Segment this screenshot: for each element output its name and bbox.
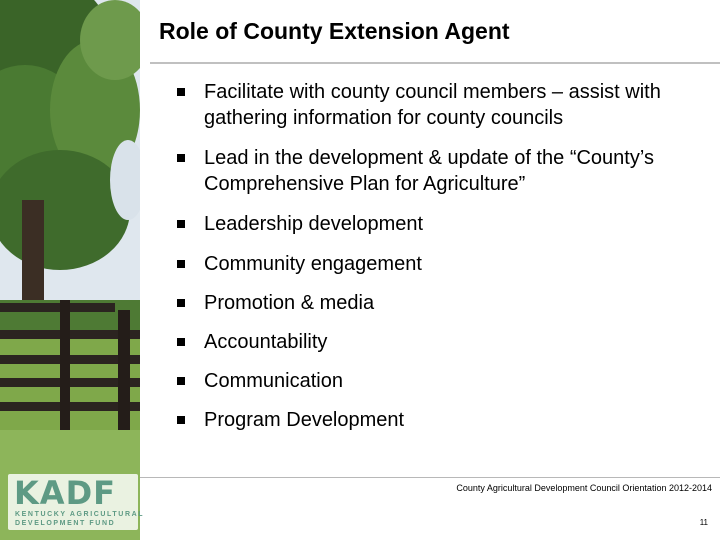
logo-subtitle-line2: DEVELOPMENT FUND <box>15 520 116 527</box>
content-panel <box>140 64 720 476</box>
square-bullet-icon <box>177 416 185 424</box>
bullet-text: Leadership development <box>204 213 424 235</box>
title-bar <box>140 0 720 66</box>
footer-divider <box>140 477 720 478</box>
footer-caption: County Agricultural Development Council Orientation 2012-2014 <box>456 483 712 493</box>
bullet-item <box>177 211 707 237</box>
bullet-item <box>177 329 707 355</box>
bullet-item <box>177 290 707 316</box>
square-bullet-icon <box>177 377 185 385</box>
bullet-text: Lead in the development & update of the “County’s Comprehensive Plan for Agriculture” <box>204 147 654 195</box>
square-bullet-icon <box>177 88 185 96</box>
bullet-text: Communication <box>204 370 343 392</box>
logo-subtitle-line1: KENTUCKY AGRICULTURAL <box>15 511 145 518</box>
logo-wordmark: KADF <box>14 474 116 512</box>
bullet-item <box>177 251 707 277</box>
bullet-item <box>177 79 707 131</box>
kadf-logo <box>8 474 145 530</box>
square-bullet-icon <box>177 299 185 307</box>
square-bullet-icon <box>177 154 185 162</box>
slide-title: Role of County Extension Agent <box>159 18 510 44</box>
bullet-text: Community engagement <box>204 253 422 275</box>
square-bullet-icon <box>177 260 185 268</box>
bullet-text: Program Development <box>204 409 405 431</box>
page-number: 11 <box>699 518 708 527</box>
background-photo-tree-fence <box>0 0 140 540</box>
bullet-text: Accountability <box>204 331 328 353</box>
bullet-item <box>177 368 707 394</box>
bullet-text: Promotion & media <box>204 292 375 314</box>
bullet-item <box>177 407 707 433</box>
bullet-item <box>177 145 707 197</box>
bullet-text: Facilitate with county council members – assist with gathering information for county councils <box>204 81 661 129</box>
square-bullet-icon <box>177 220 185 228</box>
square-bullet-icon <box>177 338 185 346</box>
